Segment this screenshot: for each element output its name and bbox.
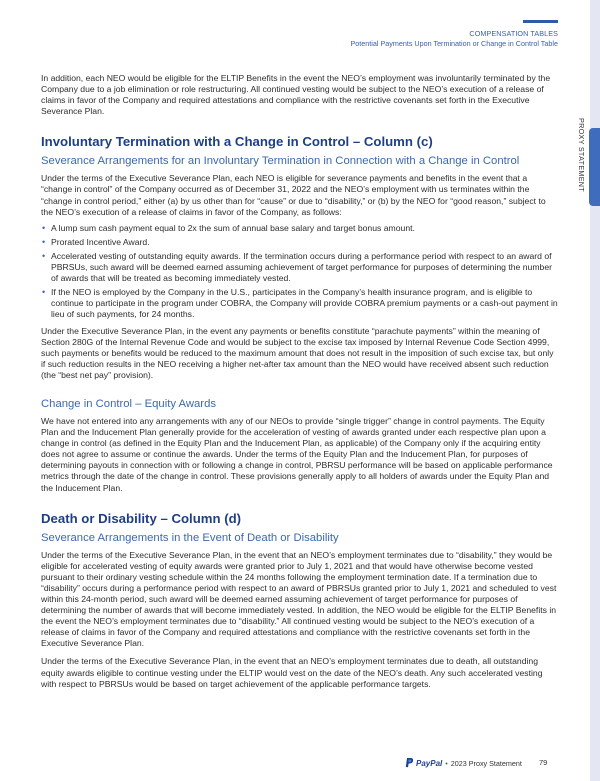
paypal-wordmark: PayPal (416, 758, 443, 768)
section-d-paragraph-1: Under the terms of the Executive Severance Plan, in the event that an NEO’s employment terminates due to “disability,” they would be eligible for accelerated vesting of equity awards were granted prior to July 1, 2021 and that would have otherwise become vested pursuant to their ordinary vesting schedule within the 24 months following the employment termination date. If a termination due to “disability” occurs during a performance period with respect to an award of PBRSUs granted prior to July 1, 2021 and scheduled to vest within this 24-month period, such award will be deemed earned assuming achievement of target performance for purposes of determining the number of awards that will become immediately vested. In addition, the NEO would be eligible for the ELTIP Benefits in the event the NEO’s employment terminates due to “disability.” All continued vesting would be subject to the NEO’s execution of a release of claims in favor of the Company and required attestations and compliance with the restrictive covenants set forth in the Executive Severance Plan. (41, 549, 557, 649)
list-item (41, 287, 560, 320)
list-item-text: A lump sum cash payment equal to 2x the sum of annual base salary and target bonus amount. (51, 222, 415, 233)
side-strip (590, 0, 600, 781)
intro-paragraph: In addition, each NEO would be eligible for the ELTIP Benefits in the event the NEO’s employment was involuntarily terminated by the Company due to a job elimination or role restructuring. All continued vesting would be subject to the NEO’s execution of a release of claims in favor of the Company and required attestations and compliance with the restrictive covenants set forth in the Executive Severance Plan. (41, 73, 551, 117)
section-d-subheading: Severance Arrangements in the Event of Death or Disability (41, 531, 339, 544)
footer-document-title: 2023 Proxy Statement (450, 758, 522, 768)
bullet-icon: • (42, 250, 46, 261)
equity-awards-subheading: Change in Control – Equity Awards (41, 397, 216, 410)
severance-benefits-list (41, 223, 560, 321)
section-tab-marker[interactable] (589, 128, 600, 206)
section-c-heading: Involuntary Termination with a Change in Control – Column (c) (41, 134, 433, 150)
bullet-icon: • (42, 287, 46, 298)
paypal-p-icon (405, 758, 414, 768)
equity-awards-paragraph: We have not entered into any arrangements with any of our NEOs to provide “single trigger” change in control payments. The Equity Plan and the Inducement Plan generally provide for the acceleration of vesting of awards granted under each respective plan upon a change in control (as defined in the Equity Plan and the Inducement Plan, as applicable) of the Company only if the acquiring entity does not agree to assume or continue the awards. Under the terms of the Equity Plan and the Inducement Plan, for purposes of determining payouts in connection with or following a change in control, PBRSU performance will be based on applicable performance metrics through the date of the change in control. These provisions generally apply to all holders of awards under the Equity Plan and the Inducement Plan. (41, 415, 553, 493)
section-d-heading: Death or Disability – Column (d) (41, 510, 242, 526)
bullet-icon: • (42, 222, 46, 233)
paypal-logo (405, 758, 442, 768)
page-number: 79 (539, 758, 548, 767)
section-d-paragraph-2: Under the terms of the Executive Severance Plan, in the event that an NEO’s employment terminates due to death, all outstanding equity awards eligible to continue vesting under the ELTIP would vest on the date of the NEO’s death. Any such accelerated vesting with respect to PBRSUs would be based on target achievement of the applicable performance targets. (41, 656, 543, 689)
header-subsection-title: Potential Payments Upon Termination or Change in Control Table (350, 39, 558, 48)
list-item (41, 237, 560, 248)
list-item-text: Prorated Incentive Award. (51, 236, 150, 247)
footer-separator: • (445, 758, 448, 768)
list-item (41, 223, 560, 234)
list-item-text: Accelerated vesting of outstanding equity awards. If the termination occurs during a performance period with respect to an award of PBRSUs, such award will be deemed earned assuming achievement of target performance for purposes of determining the number of awards that will be treated as becoming immediately vested. (51, 250, 552, 284)
header-section-title: COMPENSATION TABLES (469, 29, 558, 38)
list-item (41, 251, 560, 284)
section-c-paragraph-1: Under the terms of the Executive Severance Plan, each NEO is eligible for severance payments and benefits in the event that a “change in control” of the Company occurred as of December 31, 2022 and the NEO’s employment with us terminates within the “change in control period,” either (a) by us other than for “cause” or due to “disability,” or (b) by the NEO for “good reason,” subject to the NEO’s execution of a release of claims in favor of the Company, as follows: (41, 173, 546, 217)
header-accent-bar (523, 20, 558, 23)
bullet-icon: • (42, 236, 46, 247)
section-c-subheading: Severance Arrangements for an Involuntary Termination in Connection with a Change in Control (41, 155, 520, 168)
side-tab-label: PROXY STATEMENT (577, 118, 586, 192)
section-c-paragraph-2: Under the Executive Severance Plan, in the event any payments or benefits constitute “parachute payments” within the meaning of Section 280G of the Internal Revenue Code and would be subject to the excise tax imposed by Internal Revenue Code Section 4999, such payments or benefits would be reduced to the maximum amount that does not result in the imposition of such excise tax, but only if such reduction results in the NEO receiving a higher net-after tax amount than the NEO would have received absent such reduction (the “best net pay” provision). (41, 325, 554, 380)
page-content (41, 73, 560, 690)
list-item-text: If the NEO is employed by the Company in the U.S., participates in the Company’s health insurance program, and is eligible to continue to participate in the program under COBRA, the Company will provide COBRA premium payments or a cash-out payment in lieu of such payments, for 24 months. (51, 287, 558, 320)
page-footer (405, 756, 522, 770)
